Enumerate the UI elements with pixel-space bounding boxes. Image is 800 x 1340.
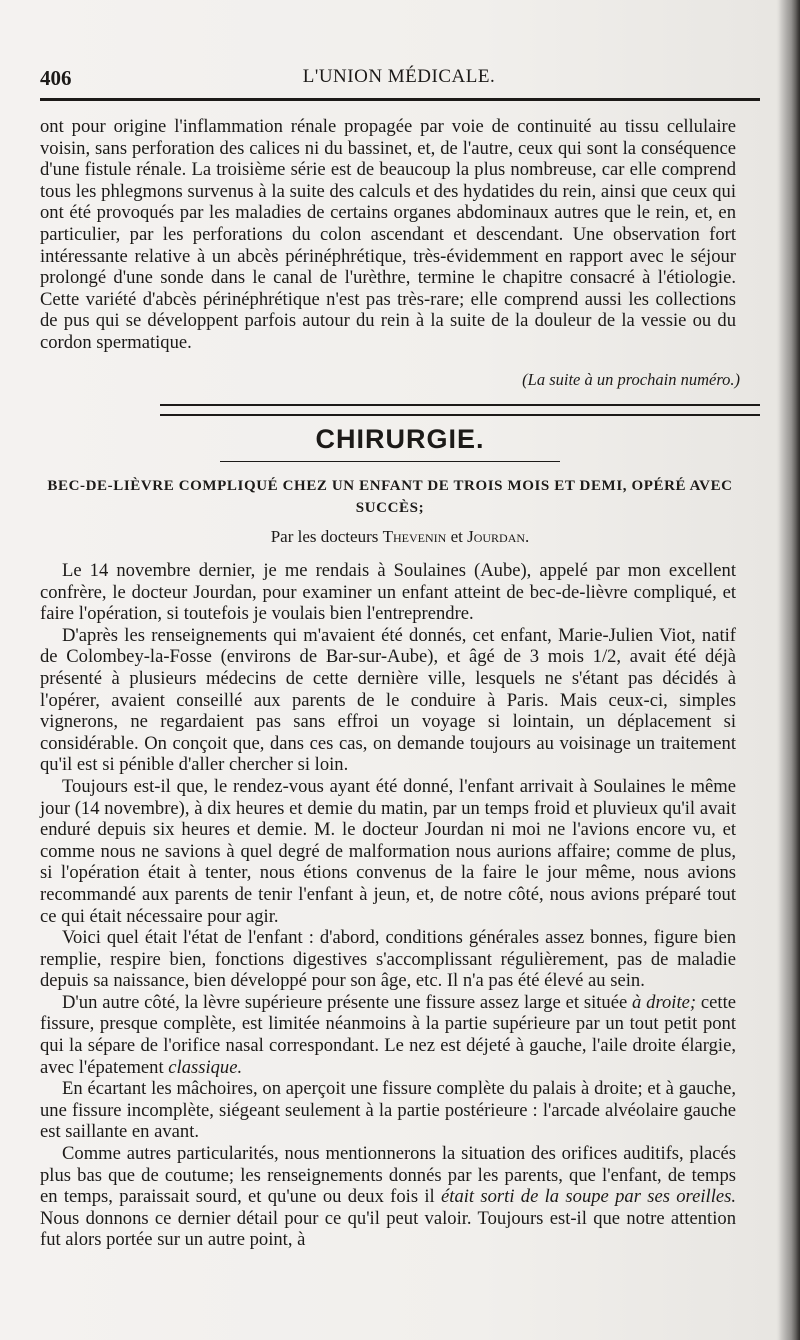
article-paragraph: Toujours est-il que, le rendez-vous ayant été donné, l'enfant arrivait à Soulaines le même jour (14 novembre), à dix heures et demie du matin, par un temps froid et pluvieux qu'il avait enduré depuis six heures et demie. M. le docteur Jourdan ni moi ne l'avions encore vu, et comme nous ne savions à quel degré de malformation nous aurions affaire; comme de plus, si l'opération était à tenter, nous étions convenus de la faire le jour même, nous avions recommandé aux parents de tenir l'enfant à jeun, et, de notre côté, nous avions préparé tout ce qui était nécessaire pour agir.: [40, 775, 736, 927]
byline-and: et: [450, 527, 463, 546]
paragraph-text: Nous donnons ce dernier détail pour ce qu'il peut valoir. Toujours est-il que notre attention fut alors portée sur un autre point, à: [40, 1207, 736, 1251]
page-number: 406: [40, 66, 72, 90]
continuation-paragraph: ont pour origine l'inflammation rénale propagée par voie de continuité au tissu cellulaire voisin, sans perforation des calices ni du bassinet, et, de l'autre, ceux qui sont la conséquence d'une fistule rénale. La troisième série est de beaucoup la plus nombreuse, car elle comprend tous les phlegmons survenus à la suite des calculs et des hydatides du rein, ainsi que ceux qui ont été provoqués par les maladies de certains organes abdominaux autres que le rein, et, en particulier, par les perforations du colon ascendant et descendant. Une observation fort intéressante relative à un abcès périnéphrétique, très-évidemment en rapport avec le séjour prolongé d'une sonde dans le canal de l'urèthre, termine le chapitre consacré à l'étiologie. Cette variété d'abcès périnéphrétique n'est pas très-rare; elle comprend aussi les collections de pus qui se développent parfois autour du rein à la suite de la douleur de la vessie ou du cordon spermatique.: [40, 116, 736, 353]
continuation-text: [40, 116, 736, 354]
section-title-rule: [220, 461, 560, 462]
article-paragraph: Le 14 novembre dernier, je me rendais à Soulaines (Aube), appelé par mon excellent confrère, le docteur Jourdan, pour examiner un enfant atteint de bec-de-lièvre compliqué, et faire l'opération, si toutefois je voulais bien l'entreprendre.: [40, 560, 736, 625]
article-paragraph: [40, 992, 736, 1078]
article-paragraph: [40, 1143, 736, 1251]
paragraph-emphasis: classique.: [168, 1056, 243, 1078]
continuation-note: (La suite à un prochain numéro.): [522, 370, 740, 389]
header-rule: [40, 98, 760, 101]
running-title: L'UNION MÉDICALE.: [302, 66, 496, 87]
article-paragraph: Voici quel était l'état de l'enfant : d'abord, conditions générales assez bonnes, figure bien remplie, respire bien, fonctions digestives s'accomplissant régulièrement, pas de maladie depuis sa naissance, bien développé pour son âge, etc. Il n'a pas été élevé au sein.: [40, 927, 736, 992]
author-1: Thevenin: [382, 527, 447, 546]
author-2: Jourdan.: [467, 527, 530, 546]
article-paragraph: D'après les renseignements qui m'avaient été donnés, cet enfant, Marie-Julien Viot, natif de Colombey-la-Fosse (environs de Bar-sur-Aube), et âgé de 3 mois 1/2, avait été déjà présenté à plusieurs médecins de cette dernière ville, lesquels ne s'étant pas décidés à l'opérer, avaient conseillé aux parents de le conduire à Paris. Mais ceux-ci, simples vignerons, ne regardaient pas sans effroi un voyage si lointain, un déplacement si considérable. On conçoit que, dans ces cas, on demande toujours au voisinage un traitement qu'il est si pénible d'aller chercher si loin.: [40, 624, 736, 776]
section-title: CHIRURGIE.: [315, 424, 485, 454]
paragraph-text: cette fissure, presque complète, est limitée néanmoins à la partie supérieure par un tout petit pont qui la sépare de l'orifice nasal correspondant. Le nez est déjeté à gauche, l'aile droite élargie, avec l'épatement: [40, 991, 736, 1078]
section-divider: [160, 404, 760, 416]
paragraph-text: Comme autres particularités, nous mentionnerons la situation des orifices auditifs, placés plus bas que de coutume; les renseignements donnés par les parents, que l'enfant, de temps en temps, paraissait sourd, et qu'une ou deux fois il: [40, 1143, 736, 1208]
page-header: [38, 66, 760, 94]
article-byline: [40, 527, 760, 547]
paragraph-text: D'un autre côté, la lèvre supérieure présente une fissure assez large et située: [62, 991, 633, 1013]
article-title: BEC-DE-LIÈVRE COMPLIQUÉ CHEZ UN ENFANT DE TROIS MOIS ET DEMI, OPÉRÉ AVEC SUCCÈS;: [47, 478, 733, 516]
article-body: [40, 560, 736, 1251]
article-paragraph: En écartant les mâchoires, on aperçoit une fissure complète du palais à droite; et à gauche, une fissure incomplète, siégeant seulement à la partie postérieure : l'arcade alvéolaire gauche est saillante en avant.: [40, 1078, 736, 1143]
paragraph-emphasis: à droite;: [632, 991, 697, 1013]
byline-prefix: Par les docteurs: [270, 527, 379, 546]
paragraph-emphasis: était sorti de la soupe par ses oreilles.: [441, 1186, 736, 1208]
